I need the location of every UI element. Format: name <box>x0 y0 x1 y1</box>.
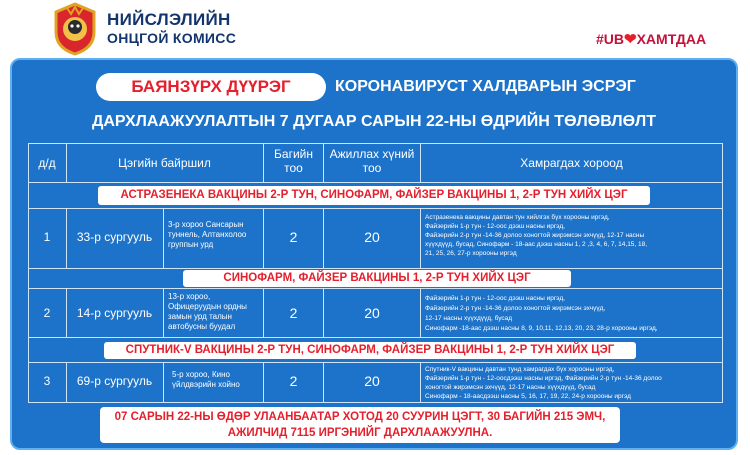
summary-line1: 07 САРЫН 22-НЫ ӨДӨР УЛААНБААТАР ХОТОД 20 СУУРИН ЦЭГТ, 30 БАГИЙН 215 ЭМЧ, <box>114 411 606 423</box>
row-coverage <box>425 213 720 258</box>
summary-line2: АЖИЛЧИД 7115 ИРГЭНИЙГ ДАРХЛААЖУУЛНА. <box>227 427 493 439</box>
coverage-line: Файзерийн 2-р тун -14-36 долоо хоногтой жирэмсэн эхчүүд, 12-17 насны <box>425 232 645 239</box>
org-name-line2: ОНЦГОЙ КОМИСС <box>107 30 237 46</box>
row-teams: 2 <box>289 229 298 245</box>
table-border <box>722 143 723 402</box>
heart-icon: ❤ <box>624 31 637 48</box>
header-workers: Ажиллах хүний тоо <box>329 147 415 175</box>
coverage-line: Файзерийн 1-р тун - 12-оос дээш насны иргэд, <box>425 295 565 302</box>
row-address: 5-р хороо, Кино үйлдвэрийн хойно <box>172 370 240 389</box>
vaccine-band: АСТРАЗЕНЕКА ВАКЦИНЫ 2-Р ТУН, СИНОФАРМ, ФАЙЗЕР ВАКЦИНЫ 1, 2-Р ТУН ХИЙХ ЦЭГ <box>98 186 650 205</box>
coverage-line: Файзерийн 1-р тун - 12-оос дээш насны иргэд, <box>425 223 565 230</box>
table-border <box>28 268 723 269</box>
coverage-line: Синофарм -18-аас дээш насны 8, 9, 10,11, 12,13, 20, 23, 28-р хорооны иргэд, <box>425 325 658 332</box>
row-coverage <box>425 365 720 401</box>
hashtag-right: ХАМТДАА <box>636 31 707 47</box>
row-address: 3-р хороо Сансарын туннель, Алтанхолоо группын урд <box>168 220 247 249</box>
table-border <box>420 288 421 337</box>
row-workers: 20 <box>364 229 380 245</box>
header-teams: Багийн тоо <box>274 147 313 175</box>
coverage-line: хоногтой жирэмсэн эхчүүд, 12-17 насны хүүхдүүд, бусад <box>425 384 596 391</box>
row-coverage <box>425 294 720 334</box>
table-border <box>28 362 723 363</box>
emblem-icon <box>52 2 98 56</box>
table-border <box>28 182 723 183</box>
vaccine-band: СИНОФАРМ, ФАЙЗЕР ВАКЦИНЫ 1, 2-Р ТУН ХИЙХ ЦЭГ <box>183 270 571 287</box>
table-border <box>420 208 421 268</box>
coverage-line: Файзерийн 2-р тун -14-36 долоо хоногтой жирэмсэн эхчүүд, <box>425 305 606 312</box>
row-workers: 20 <box>364 305 380 321</box>
row-no: 1 <box>43 230 51 244</box>
table-border <box>28 208 723 209</box>
row-location: 14-р сургууль <box>76 306 153 320</box>
table-border <box>28 288 723 289</box>
table-border <box>163 208 164 268</box>
vaccine-band: СПУТНИК-V ВАКЦИНЫ 2-Р ТУН, СИНОФАРМ, ФАЙЗЕР ВАКЦИНЫ 1, 2-Р ТУН ХИЙХ ЦЭГ <box>104 342 636 359</box>
header-coverage: Хамрагдах хороод <box>520 156 623 170</box>
hashtag <box>596 30 706 48</box>
title-line2: ДАРХЛААЖУУЛАЛТЫН 7 ДУГААР САРЫН 22-НЫ ӨДРИЙН ТӨЛӨВЛӨЛТ <box>91 113 657 130</box>
row-teams: 2 <box>289 305 298 321</box>
coverage-line: Астразенека вакцины давтан тун хийлгэх бүх хорооны иргэд, <box>425 214 610 221</box>
coverage-line: хүүхдүүд, бусад, Синофарм - 18-аас дээш насны 1, 2 ,3, 4, 6, 7, 14,15, 18, <box>425 241 648 248</box>
header <box>0 0 750 58</box>
district-label: БАЯНЗҮРХ ДҮҮРЭГ <box>96 73 326 101</box>
header-location: Цэгийн байршил <box>118 156 211 170</box>
row-no: 3 <box>43 374 51 388</box>
row-teams: 2 <box>289 373 298 389</box>
row-address: 13-р хороо, Офицеруудын ордны замын урд талын автобусны буудал <box>168 292 247 331</box>
header-no: д/д <box>38 156 56 170</box>
row-location: 69-р сургууль <box>76 374 153 388</box>
row-location: 33-р сургууль <box>76 230 153 244</box>
table-border <box>28 337 723 338</box>
summary-footer <box>100 407 620 443</box>
table-border <box>28 143 29 402</box>
table-border <box>420 362 421 402</box>
coverage-line: Файзерийн 1-р тун - 12-оосдээш насны иргэд, Файзерийн 2-р тун -14-36 долоо <box>425 375 662 382</box>
table-border <box>163 288 164 337</box>
coverage-line: 12-17 насны хүүхдүүд, бусад <box>425 315 513 322</box>
table-border <box>163 362 164 402</box>
row-no: 2 <box>43 306 51 320</box>
row-workers: 20 <box>364 373 380 389</box>
org-name-line1: НИЙСЛЭЛИЙН <box>107 10 231 29</box>
coverage-line: Спутник-V вакцины давтан тунд хамрагдах бүх хорооны иргэд, <box>425 366 615 373</box>
coverage-line: Синофарм - 18-аасдээш насны 5, 16, 17, 19, 22, 24-р хорооны иргэд <box>425 393 631 400</box>
table-border <box>28 143 723 144</box>
coverage-line: 21, 25, 26, 27-р хорооны иргэд <box>425 250 517 257</box>
title-line1: КОРОНАВИРУСТ ХАЛДВАРЫН ЭСРЭГ <box>335 78 636 95</box>
hashtag-left: #UB <box>596 31 625 47</box>
table-border <box>28 402 723 403</box>
